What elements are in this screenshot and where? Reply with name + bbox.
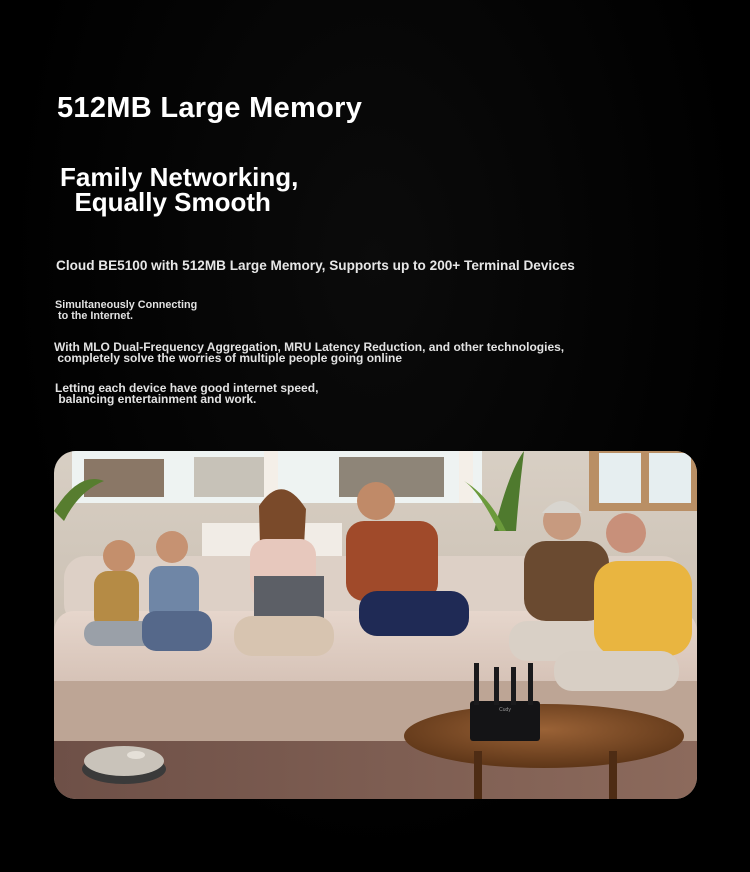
paragraph-3: Letting each device have good internet speed, balancing entertainment and work.	[55, 381, 319, 406]
svg-text:Cudy: Cudy	[499, 707, 511, 713]
page-title: 512MB Large Memory	[57, 92, 363, 124]
family-living-room-photo	[54, 451, 697, 799]
lead-text: Cloud BE5100 with 512MB Large Memory, Supports up to 200+ Terminal Devices	[56, 258, 575, 273]
subtitle: Family Networking, Equally Smooth	[60, 162, 299, 217]
paragraph-1: Simultaneously Connecting to the Internet.	[55, 299, 198, 322]
robot-vacuum-icon	[82, 746, 166, 784]
paragraph-2: With MLO Dual-Frequency Aggregation, MRU Latency Reduction, and other technologies, completely solve the worries of multiple people going online	[54, 340, 565, 365]
photo-illustration	[54, 451, 697, 799]
